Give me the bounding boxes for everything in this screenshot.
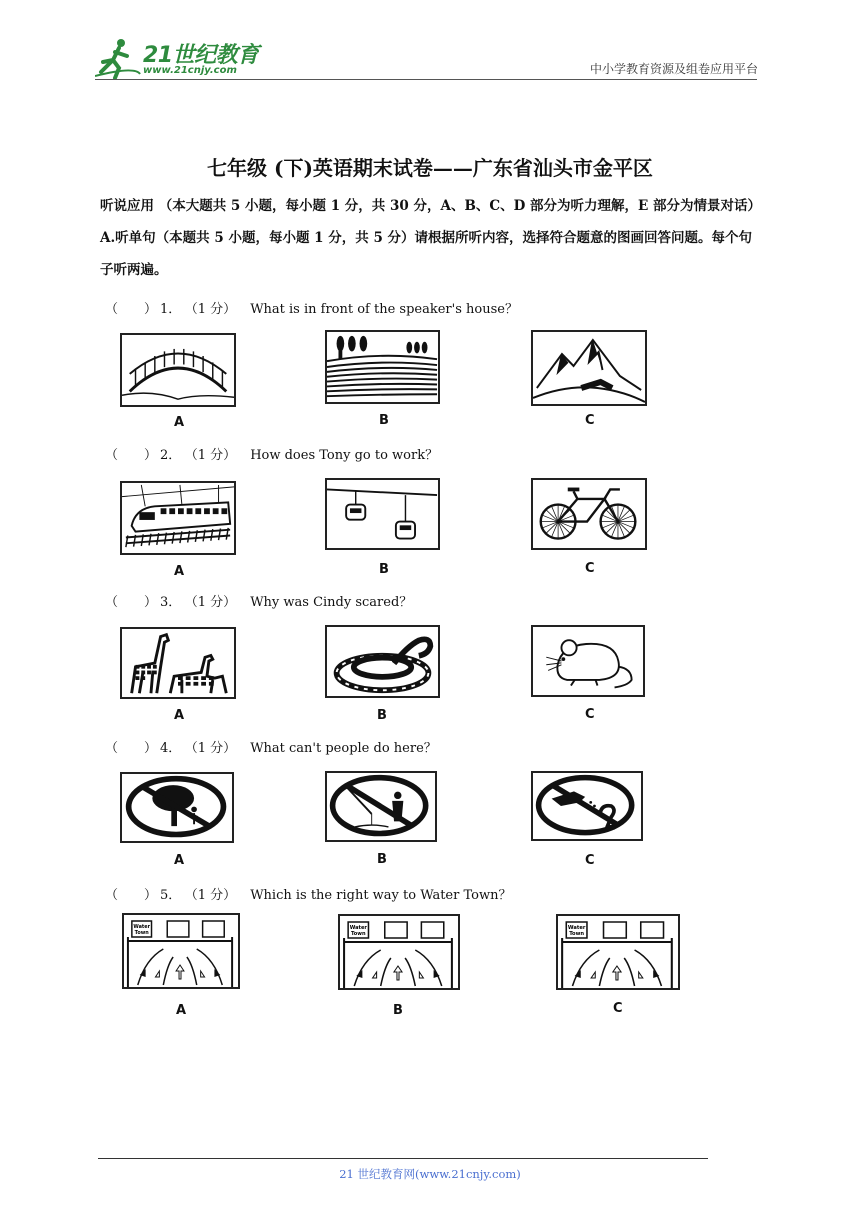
question-score: （1 分） [191, 888, 237, 903]
mountain-icon [531, 330, 647, 406]
question-text: How does Tony go to work？ [250, 448, 439, 463]
bicycle-icon [531, 478, 647, 550]
question-score: （1 分） [191, 448, 237, 463]
option-label-b[interactable]: B [377, 708, 387, 723]
question-number: 2． [160, 448, 182, 463]
option-label-c[interactable]: C [585, 853, 595, 868]
bridge-icon [120, 333, 236, 407]
question-4 [105, 737, 437, 756]
option-label-a[interactable]: A [174, 853, 185, 868]
road-sign-icon [338, 914, 460, 990]
no-fishing-icon [325, 771, 437, 842]
page-title: 七年级 (下)英语期末试卷——广东省汕头市金平区 [207, 156, 653, 180]
question-text: What can't people do here？ [250, 741, 437, 756]
option-label-c[interactable]: C [585, 413, 595, 428]
option-label-b[interactable]: B [379, 562, 389, 577]
question-score: （1 分） [191, 302, 237, 317]
option-label-a[interactable]: A [176, 1003, 187, 1018]
option-label-c[interactable]: C [585, 707, 595, 722]
answer-blank[interactable]: （ ） [105, 888, 158, 903]
option-label-c[interactable]: C [613, 1001, 623, 1016]
question-number: 3． [160, 595, 182, 610]
cable-car-icon [325, 478, 440, 550]
question-1 [105, 298, 518, 317]
mouse-icon [531, 625, 645, 697]
answer-blank[interactable]: （ ） [105, 741, 158, 756]
question-3 [105, 591, 412, 610]
no-feeding-icon [531, 771, 643, 841]
footer-text: 21 世纪教育网(www.21cnjy.com) [339, 1167, 521, 1181]
svg-text:Town: Town [134, 929, 149, 937]
answer-blank[interactable]: （ ） [105, 302, 158, 317]
option-label-a[interactable]: A [174, 415, 185, 430]
sign-text: Water [349, 925, 367, 931]
option-label-c[interactable]: C [585, 561, 595, 576]
svg-text:Town: Town [351, 931, 366, 937]
question-number: 5． [160, 888, 182, 903]
question-number: 4． [160, 741, 182, 756]
answer-blank[interactable]: （ ） [105, 595, 158, 610]
svg-text:Town: Town [569, 931, 585, 937]
question-score: （1 分） [191, 595, 237, 610]
option-label-a[interactable]: A [174, 564, 185, 579]
road-sign-icon [556, 914, 680, 990]
question-5 [105, 884, 511, 903]
question-text: Which is the right way to Water Town？ [250, 888, 512, 903]
answer-blank[interactable]: （ ） [105, 448, 158, 463]
section-instructions: 听说应用 （本大题共 5 小题，每小题 1 分，共 30 分，A、B、C、D 部分为听力理解，E 部分为情景对话）A.听单句（本题共 5 小题，每小题 1 分，共 5 分）请根据所听内容，选择符合题意的图画回答问题。每个句子听两遍。 [100, 198, 761, 278]
snake-icon [325, 625, 440, 698]
no-tree-climbing-icon [120, 772, 234, 843]
giraffe-icon [120, 627, 236, 699]
question-text: Why was Cindy scared？ [250, 595, 413, 610]
question-2 [105, 444, 438, 463]
footer-divider [98, 1158, 708, 1159]
question-text: What is in front of the speaker's house？ [250, 302, 518, 317]
logo-url: www.21cnjy.com [143, 65, 237, 76]
road-sign-icon [122, 913, 240, 989]
question-score: （1 分） [191, 741, 237, 756]
header-divider [95, 79, 757, 80]
option-label-a[interactable]: A [174, 708, 185, 723]
sign-text: Water [133, 923, 150, 931]
question-number: 1． [160, 302, 182, 317]
option-label-b[interactable]: B [393, 1003, 403, 1018]
header-tagline: 中小学教育资源及组卷应用平台 [589, 62, 758, 76]
logo-text: 21世纪教育 [143, 43, 259, 68]
farm-field-icon [325, 330, 440, 404]
option-label-b[interactable]: B [377, 852, 387, 867]
train-icon [120, 481, 236, 555]
sign-text: Water [567, 925, 586, 931]
option-label-b[interactable]: B [379, 413, 389, 428]
